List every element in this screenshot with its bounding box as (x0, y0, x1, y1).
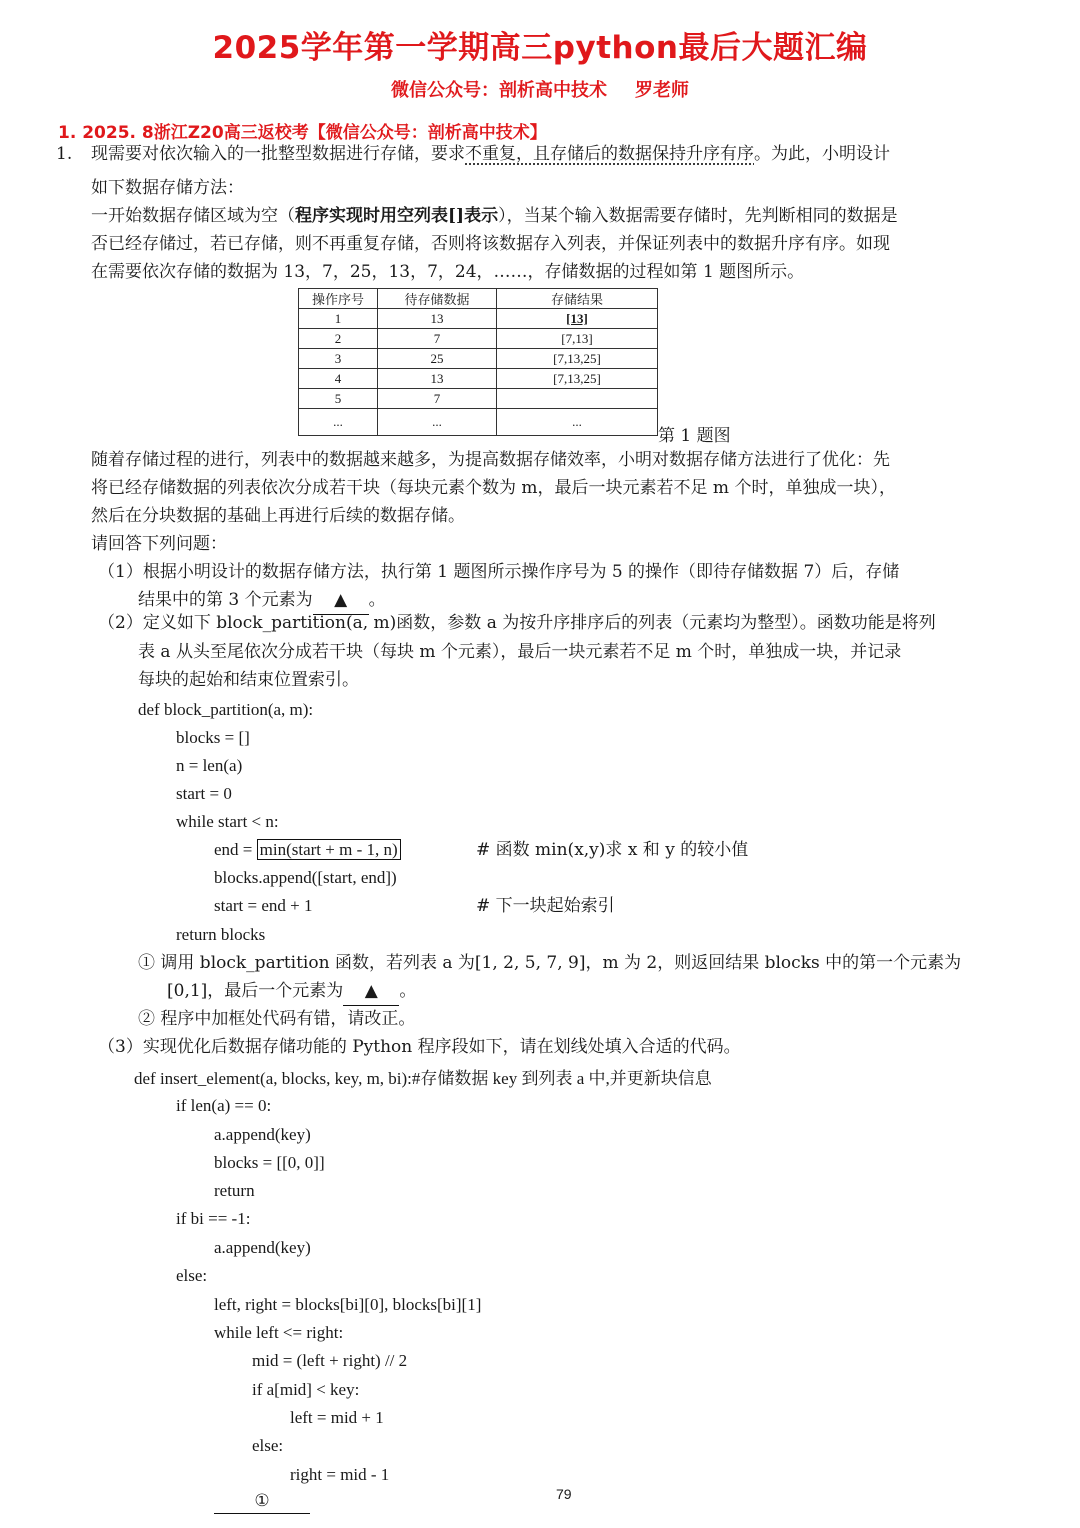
code-line: if len(a) == 0: (176, 1096, 272, 1115)
code-line: blocks = [] (176, 728, 250, 747)
code-line: else: (176, 1266, 208, 1285)
boxed-error-code: min(start + m - 1, n) (257, 839, 401, 860)
answer-blank: ▲ (343, 977, 399, 1006)
q3-line-1: （3）实现优化后数据存储功能的 Python 程序段如下，请在划线处填入合适的代码。 (98, 1037, 741, 1057)
table-cell: 13 (378, 309, 497, 329)
table-row (299, 329, 658, 349)
fill-in-blank-1: ① (214, 1489, 310, 1514)
intro-line-1: 现需要对依次输入的一批整型数据进行存储，要求不重复，且存储后的数据保持升序有序。为此，小明设计 (91, 144, 890, 164)
q2-line-1: （2）定义如下 block_partition(a, m)函数，参数 a 为按升序排序后的列表（元素均为整型）。函数功能是将列 (98, 613, 936, 633)
page-title: 2025学年第一学期高三python最后大题汇编 (212, 30, 868, 66)
table-cell: ... (299, 409, 378, 436)
code1-def: def block_partition(a, m): (138, 700, 314, 719)
para3-line-1: 随着存储过程的进行，列表中的数据越来越多，为提高数据存储效率，小明对数据存储方法进行了优化：先 (91, 450, 890, 470)
answer-blank: ▲ (313, 586, 369, 615)
code-line: blocks = [[0, 0]] (214, 1153, 325, 1172)
q2-sub1-line-2: [0,1]，最后一个元素为 ▲ 。 (167, 977, 416, 1006)
code-line: if a[mid] < key: (252, 1380, 360, 1399)
code-line: while start < n: (176, 812, 279, 831)
table-cell: ... (497, 409, 658, 436)
q2-sub2: ② 程序中加框处代码有错，请改正。 (138, 1009, 416, 1029)
table-cell: [7,13] (497, 329, 658, 349)
code-line: left, right = blocks[bi][0], blocks[bi][1] (214, 1295, 482, 1314)
storage-process-table (298, 288, 658, 436)
table-row (299, 389, 658, 409)
q2-sub1-line-1: ① 调用 block_partition 函数，若列表 a 为[1, 2, 5, 7, 9]，m 为 2，则返回结果 blocks 中的第一个元素为 (138, 953, 962, 973)
code-line: a.append(key) (214, 1238, 311, 1257)
code-line: mid = (left + right) // 2 (252, 1351, 408, 1370)
code-line: a.append(key) (214, 1125, 311, 1144)
code-line: right = mid - 1 (290, 1465, 390, 1484)
question-number: 1. (56, 144, 73, 164)
table-cell: 4 (299, 369, 378, 389)
q2-line-2: 表 a 从头至尾依次分成若干块（每块 m 个元素），最后一块元素若不足 m 个时，单独成一块，并记录 (138, 642, 902, 662)
wechat-account: 微信公众号：剖析高中技术 (391, 80, 607, 101)
page-number: 79 (556, 1486, 572, 1502)
table-header: 存储结果 (497, 289, 658, 309)
table-cell: [13] (497, 309, 658, 329)
table-header: 待存储数据 (378, 289, 497, 309)
table-cell: 2 (299, 329, 378, 349)
code-line: while left <= right: (214, 1323, 344, 1342)
code-line: start = end + 1 (214, 896, 313, 915)
table-cell (497, 389, 658, 409)
subtitle (0, 76, 1080, 102)
table-row (299, 349, 658, 369)
para3-line-2: 将已经存储数据的列表依次分成若干块（每块元素个数为 m，最后一块元素若不足 m 个时，单独成一块）， (91, 478, 896, 498)
code2-def: def insert_element(a, blocks, key, m, bi):#存储数据 key 到列表 a 中,并更新块信息 (134, 1069, 712, 1088)
table-cell: ... (378, 409, 497, 436)
code-line: if bi == -1: (176, 1209, 251, 1228)
code-comment: # 下一块起始索引 (476, 896, 615, 916)
code-line: start = 0 (176, 784, 232, 803)
q1-line-2: 结果中的第 3 个元素为 ▲ 。 (138, 586, 386, 615)
author: 罗老师 (635, 80, 689, 101)
table-cell: 7 (378, 389, 497, 409)
table-cell: 7 (378, 329, 497, 349)
para3-line-3: 然后在分块数据的基础上再进行后续的数据存储。 (91, 506, 465, 526)
table-row (299, 409, 658, 436)
q1-line-1: （1）根据小明设计的数据存储方法，执行第 1 题图所示操作序号为 5 的操作（即待存储数据 7）后，存储 (98, 562, 900, 582)
table-cell: 3 (299, 349, 378, 369)
code-line: n = len(a) (176, 756, 243, 775)
table-cell: 13 (378, 369, 497, 389)
q2-line-3: 每块的起始和结束位置索引。 (138, 670, 359, 690)
table-cell: 25 (378, 349, 497, 369)
code-line: return (214, 1181, 255, 1200)
code-line-boxed: end = min(start + m - 1, n) (214, 836, 401, 864)
para2-line-1: 一开始数据存储区域为空（程序实现时用空列表[]表示），当某个输入数据需要存储时，先判断相同的数据是 (91, 206, 898, 226)
code-line: blocks.append([start, end]) (214, 868, 397, 887)
table-row (299, 369, 658, 389)
table-cell: [7,13,25] (497, 349, 658, 369)
table-header: 操作序号 (299, 289, 378, 309)
intro-line-2: 如下数据存储方法： (91, 178, 244, 198)
code-line: return blocks (176, 925, 266, 944)
table-row (299, 309, 658, 329)
table-cell: 5 (299, 389, 378, 409)
table-cell: 1 (299, 309, 378, 329)
ask-text: 请回答下列问题： (91, 534, 227, 554)
code-line: else: (252, 1436, 284, 1455)
para2-line-3: 在需要依次存储的数据为 13，7，25，13，7，24，……，存储数据的过程如第 1 题图所示。 (91, 262, 805, 282)
table-cell: [7,13,25] (497, 369, 658, 389)
code-line: left = mid + 1 (290, 1408, 384, 1427)
para2-line-2: 否已经存储过，若已存储，则不再重复存储，否则将该数据存入列表，并保证列表中的数据升序有序。如现 (91, 234, 890, 254)
question-heading: 1. 2025. 8浙江Z20高三返校考【微信公众号：剖析高中技术】 (58, 123, 547, 143)
figure-caption: 第 1 题图 (658, 426, 731, 446)
code-comment: # 函数 min(x,y)求 x 和 y 的较小值 (476, 840, 749, 860)
table-header-row (299, 289, 658, 309)
